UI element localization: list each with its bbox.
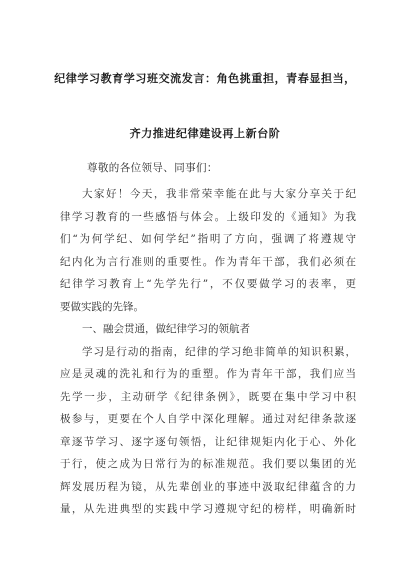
paragraph-2-line: 量，从先进典型的实践中学习遵规守纪的榜样，明确新时 — [60, 503, 356, 515]
paragraph-1-line: 律学习教育的一些感悟与体会。上级印发的《通知》为我 — [60, 210, 356, 223]
paragraph-1-line: 要做实践的先锋。 — [60, 300, 144, 313]
body-text — [60, 183, 356, 521]
salutation: 尊敬的各位领导、同事们： — [87, 162, 218, 174]
paragraph-1-line: 纪律学习教育上“先学先行”，不仅要做学习的表率，更 — [60, 278, 356, 290]
paragraph-2-line: 极参与，更要在个人自学中深化理解。通过对纪律条款逐 — [60, 413, 356, 425]
paragraph-2-line: 章逐节学习、逐字逐句领悟，让纪律规矩内化于心、外化 — [60, 435, 356, 448]
paragraph-1-line: 纪内化为言行准则的重要性。作为青年干部，我们必须在 — [60, 255, 356, 268]
paragraph-2-line: 于行，使之成为日常行为的标准规范。我们要以集团的光 — [60, 458, 356, 470]
document-title-line-1: 纪律学习教育学习班交流发言：角色挑重担，青春显担当， — [54, 72, 356, 85]
paragraph-2-line: 学习是行动的指南，纪律的学习绝非简单的知识积累， — [82, 345, 356, 358]
document-title-line-2: 齐力推进纪律建设再上新台阶 — [129, 127, 281, 140]
paragraph-2-line: 应是灵魂的洗礼和行为的重塑。作为青年干部，我们应当 — [60, 368, 356, 380]
paragraph-2-line: 辉发展历程为镜，从先辈创业的事迹中汲取纪律蕴含的力 — [60, 480, 356, 493]
paragraph-2-line: 先学一步，主动研学《纪律条例》，既要在集中学习中积 — [60, 390, 356, 403]
section-heading-1: 一、融会贯通，做纪律学习的领航者 — [82, 323, 250, 335]
paragraph-1-line: 们“为何学纪、如何学纪”指明了方向，强调了将遵规守 — [60, 233, 356, 245]
paragraph-1-line: 大家好！今天，我非常荣幸能在此与大家分享关于纪 — [82, 188, 356, 200]
